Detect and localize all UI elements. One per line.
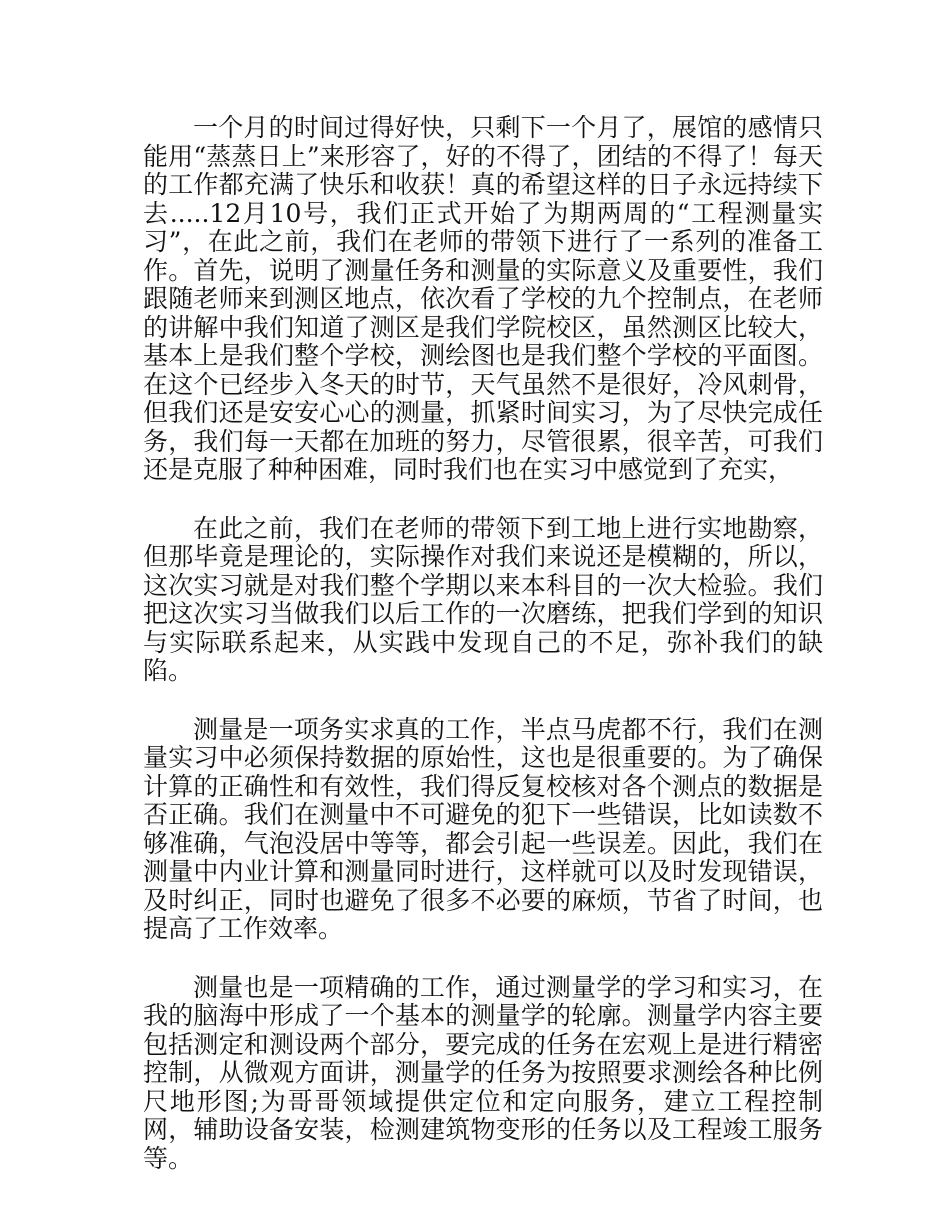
paragraph-1: 一个月的时间过得好快，只剩下一个月了，展馆的感情只能用“蒸蒸日上”来形容了，好的不得了，团结的不得了！每天的工作都充满了快乐和收获！真的希望这样的日子永远持续下去.....12月10号，我们正式开始了为期两周的“工程测量实习”，在此之前，我们在老师的带领下进行了一系列的准备工作。首先，说明了测量任务和测量的实际意义及重要性，我们跟随老师来到测区地点，依次看了学校的九个控制点，在老师的讲解中我们知道了测区是我们学院校区，虽然测区比较大，基本上是我们整个学校，测绘图也是我们整个学校的平面图。在这个已经步入冬天的时节，天气虽然不是很好，冷风刺骨，但我们还是安安心心的测量，抓紧时间实习，为了尽快完成任务，我们每一天都在加班的努力，尽管很累，很辛苦，可我们还是克服了种种困难，同时我们也在实习中感觉到了充实，: [143, 113, 823, 484]
paragraph-3: 测量是一项务实求真的工作，半点马虎都不行，我们在测量实习中必须保持数据的原始性，这也是很重要的。为了确保计算的正确性和有效性，我们得反复校核对各个测点的数据是否正确。我们在测量中不可避免的犯下一些错误，比如读数不够准确，气泡没居中等等，都会引起一些误差。因此，我们在测量中内业计算和测量同时进行，这样就可以及时发现错误，及时纠正，同时也避免了很多不必要的麻烦，节省了时间，也提高了工作效率。: [143, 714, 823, 943]
paragraph-4: 测量也是一项精确的工作，通过测量学的学习和实习，在我的脑海中形成了一个基本的测量学的轮廓。测量学内容主要包括测定和测设两个部分，要完成的任务在宏观上是进行精密控制，从微观方面讲，测量学的任务为按照要求测绘各种比例尺地形图;为哥哥领域提供定位和定向服务，建立工程控制网，辅助设备安装，检测建筑物变形的任务以及工程竣工服务等。: [143, 972, 823, 1173]
paragraph-2: 在此之前，我们在老师的带领下到工地上进行实地勘察，但那毕竟是理论的，实际操作对我们来说还是模糊的，所以，这次实习就是对我们整个学期以来本科目的一次大检验。我们把这次实习当做我们以后工作的一次磨练，把我们学到的知识与实际联系起来，从实践中发现自己的不足，弥补我们的缺陷。: [143, 513, 823, 685]
document-body: [143, 114, 823, 1173]
